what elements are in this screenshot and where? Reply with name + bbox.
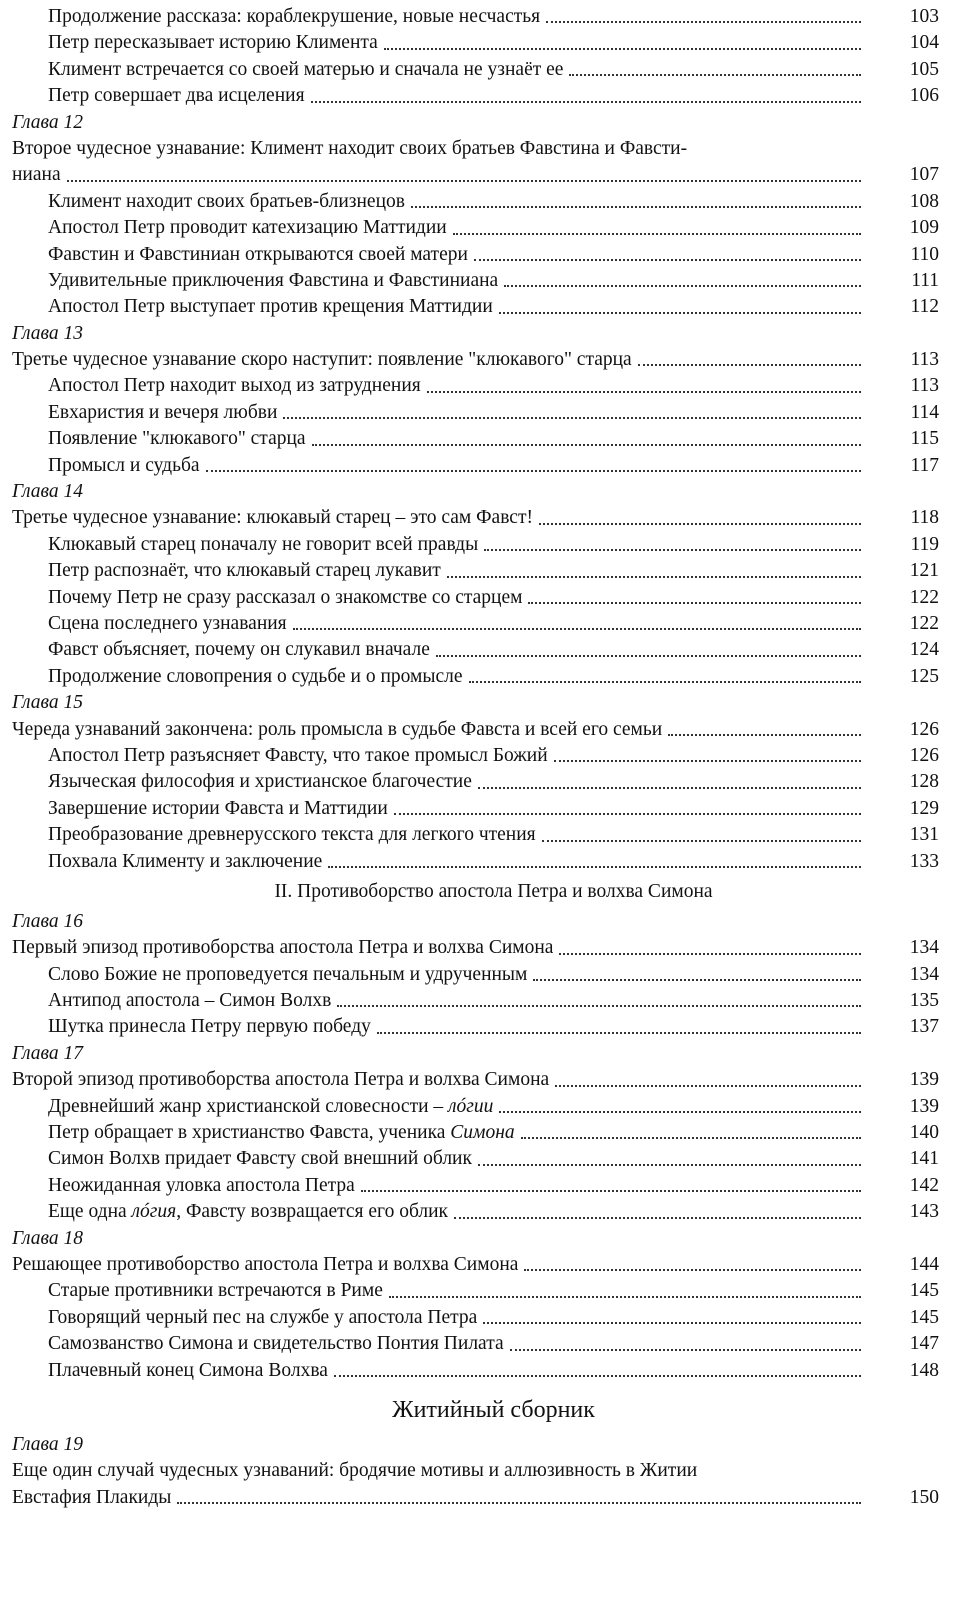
- entry-title: Петр пересказывает историю Климента: [48, 32, 378, 54]
- entry-title: Сцена последнего узнавания: [48, 612, 287, 634]
- leader-dots: [389, 1296, 861, 1298]
- toc-entry: [0, 664, 967, 690]
- leader-dots: [499, 312, 861, 314]
- toc-entry: [0, 796, 967, 822]
- entry-title: Самозванство Симона и свидетельство Понтия Пилата: [48, 1333, 504, 1355]
- leader-dots: [474, 259, 861, 261]
- entry-title: Еще один случай чудесных узнаваний: бродячие мотивы и аллюзивность в Житии: [12, 1460, 698, 1482]
- leader-dots: [328, 866, 861, 868]
- toc-entry: [0, 1358, 967, 1384]
- part-title: Житийный сборник: [392, 1396, 595, 1423]
- entry-title-part: Еще одна: [48, 1201, 132, 1223]
- leader-dots: [478, 787, 861, 789]
- page-number: 139: [909, 1095, 939, 1117]
- page-number: 148: [909, 1359, 939, 1381]
- page-number: 121: [909, 560, 939, 582]
- leader-dots: [499, 1111, 861, 1113]
- page-number: 126: [909, 718, 939, 740]
- toc-entry: [0, 4, 967, 30]
- page-number: 105: [909, 58, 939, 80]
- toc-entry: [0, 962, 967, 988]
- toc-entry: [0, 1146, 967, 1172]
- page-number: 107: [909, 164, 939, 186]
- entry-title: [48, 1094, 493, 1120]
- toc-entry: [0, 1173, 967, 1199]
- chapter-heading: Глава 14: [12, 481, 84, 503]
- toc-entry: [0, 849, 967, 875]
- leader-dots: [411, 206, 861, 208]
- toc-entry: [0, 988, 967, 1014]
- entry-title-part: , Фавсту возвращается его облик: [176, 1201, 449, 1223]
- entry-title: Апостол Петр выступает против крещения Маттидии: [48, 296, 493, 318]
- page-number: 108: [909, 190, 939, 212]
- leader-dots: [559, 953, 861, 955]
- toc-main-entry: [0, 347, 967, 373]
- entry-title: Неожиданная уловка апостола Петра: [48, 1174, 355, 1196]
- entry-title: Слово Божие не проповедуется печальным и удрученным: [48, 963, 528, 985]
- page-number: 119: [910, 533, 939, 555]
- leader-dots: [528, 602, 861, 604]
- toc-entry: [0, 400, 967, 426]
- entry-title: Клюкавый старец поначалу не говорит всей правды: [48, 533, 479, 555]
- entry-title: Евхаристия и вечеря любви: [48, 401, 278, 423]
- leader-dots: [533, 979, 861, 981]
- toc-entry: [0, 743, 967, 769]
- entry-title-part: Древнейший жанр христианской словесности –: [48, 1095, 449, 1117]
- leader-dots: [484, 549, 861, 551]
- page-number: 103: [909, 6, 939, 27]
- entry-title: Завершение истории Фавста и Маттидии: [48, 797, 388, 819]
- toc-entry: [0, 611, 967, 637]
- entry-title: Решающее противоборство апостола Петра и волхва Симона: [12, 1253, 519, 1275]
- leader-dots: [504, 285, 861, 287]
- chapter-heading: Глава 15: [12, 692, 84, 714]
- entry-title: Третье чудесное узнавание: клюкавый старец – это сам Фавст!: [12, 507, 533, 529]
- entry-title: Продолжение словопрения о судьбе и о промысле: [48, 665, 463, 687]
- entry-title: Череда узнаваний закончена: роль промысла в судьбе Фавста и всей его семьи: [12, 718, 663, 740]
- leader-dots: [447, 576, 861, 578]
- toc-entry: [0, 585, 967, 611]
- entry-title: Почему Петр не сразу рассказал о знакомстве со старцем: [48, 586, 523, 608]
- page-number: 142: [909, 1174, 939, 1196]
- page-number: 111: [911, 269, 939, 291]
- chapter-heading: Глава 17: [12, 1042, 84, 1064]
- leader-dots: [334, 1375, 861, 1377]
- leader-dots: [569, 74, 861, 76]
- page-number: 109: [909, 217, 939, 239]
- entry-title: Климент находит своих братьев-близнецов: [48, 190, 405, 212]
- entry-title: Петр распознаёт, что клюкавый старец лукавит: [48, 560, 441, 582]
- leader-dots: [638, 364, 861, 366]
- page-number: 137: [909, 1016, 939, 1038]
- page-number: 126: [909, 744, 939, 766]
- entry-title: [48, 1199, 448, 1225]
- page-number: 145: [909, 1280, 939, 1302]
- entry-title: Второй эпизод противоборства апостола Петра и волхва Симона: [12, 1069, 550, 1091]
- leader-dots: [293, 628, 861, 630]
- page-number: 140: [909, 1122, 939, 1144]
- leader-dots: [469, 681, 862, 683]
- page-number: 129: [909, 797, 939, 819]
- toc-entry: [0, 1094, 967, 1120]
- toc-main-entry: [0, 1067, 967, 1093]
- leader-dots: [377, 1032, 861, 1034]
- chapter-heading: Глава 12: [12, 111, 84, 133]
- page-number: 113: [910, 375, 939, 397]
- leader-dots: [206, 470, 861, 472]
- entry-title: Апостол Петр находит выход из затруднения: [48, 375, 421, 397]
- page-number: 125: [909, 665, 939, 687]
- toc-entry: [0, 1278, 967, 1304]
- page-number: 122: [909, 586, 939, 608]
- entry-title: Старые противники встречаются в Риме: [48, 1280, 383, 1302]
- entry-title: Преобразование древнерусского текста для легкого чтения: [48, 824, 536, 846]
- chapter-heading: Глава 19: [12, 1433, 84, 1455]
- page-number: 144: [909, 1253, 939, 1275]
- leader-dots: [546, 21, 861, 23]
- toc-entry: [0, 294, 967, 320]
- toc-entry: [0, 215, 967, 241]
- entry-title: Фавст объясняет, почему он слукавил вначале: [48, 639, 430, 661]
- toc-main-entry: [0, 162, 967, 188]
- page-number: 143: [909, 1201, 939, 1223]
- page-number: 117: [910, 454, 939, 476]
- entry-title: Симон Волхв придает Фавсту свой внешний облик: [48, 1148, 472, 1170]
- toc-main-entry-line1: [0, 1458, 967, 1484]
- toc-main-entry: [0, 505, 967, 531]
- chapter-heading: Глава 18: [12, 1227, 84, 1249]
- page-number: 106: [909, 85, 939, 107]
- toc-entry: [0, 426, 967, 452]
- leader-dots: [453, 233, 861, 235]
- page-number: 115: [910, 428, 939, 450]
- leader-dots: [668, 734, 861, 736]
- page-number: 134: [909, 937, 939, 959]
- leader-dots: [177, 1502, 861, 1504]
- page-number: 113: [910, 349, 939, 371]
- leader-dots: [521, 1137, 861, 1139]
- entry-title: Удивительные приключения Фавстина и Фавстиниана: [48, 269, 499, 291]
- leader-dots: [483, 1322, 861, 1324]
- toc-main-entry-line1: [0, 136, 967, 162]
- entry-title: Похвала Клименту и заключение: [48, 850, 323, 872]
- leader-dots: [524, 1269, 861, 1271]
- entry-title: Первый эпизод противоборства апостола Петра и волхва Симона: [12, 937, 554, 959]
- section-title: II. Противоборство апостола Петра и волхва Симона: [274, 880, 713, 902]
- toc-entry: [0, 1199, 967, 1225]
- entry-title: ниана: [12, 164, 61, 186]
- leader-dots: [394, 813, 861, 815]
- toc-entry: [0, 30, 967, 56]
- toc-entry: [0, 373, 967, 399]
- toc-main-entry: [0, 935, 967, 961]
- entry-title: Говорящий черный пес на службе у апостола Петра: [48, 1306, 478, 1328]
- entry-title-italic: Симона: [450, 1122, 515, 1144]
- leader-dots: [311, 101, 861, 103]
- toc-entry: [0, 57, 967, 83]
- page-number: 124: [909, 639, 939, 661]
- toc-main-entry: [0, 717, 967, 743]
- toc-entry: [0, 1120, 967, 1146]
- leader-dots: [312, 444, 861, 446]
- leader-dots: [384, 48, 861, 50]
- page-number: 112: [910, 296, 939, 318]
- leader-dots: [555, 1085, 861, 1087]
- toc-entry: [0, 83, 967, 109]
- toc-entry: [0, 769, 967, 795]
- leader-dots: [542, 840, 861, 842]
- entry-title: Шутка принесла Петру первую победу: [48, 1016, 371, 1038]
- toc-main-entry: [0, 1252, 967, 1278]
- leader-dots: [539, 523, 861, 525]
- page-number: 128: [909, 771, 939, 793]
- entry-title: Промысл и судьба: [48, 454, 200, 476]
- page-number: 133: [909, 850, 939, 872]
- entry-title: Третье чудесное узнавание скоро наступит: появление "клюкавого" старца: [12, 349, 632, 371]
- toc-entry: [0, 532, 967, 558]
- leader-dots: [283, 417, 861, 419]
- entry-title: Продолжение рассказа: кораблекрушение, новые несчастья: [48, 6, 541, 27]
- toc-entry: [0, 242, 967, 268]
- leader-dots: [427, 391, 861, 393]
- page-number: 104: [909, 32, 939, 54]
- toc-entry: [0, 558, 967, 584]
- page-number: 135: [909, 990, 939, 1012]
- page-number: 114: [910, 401, 939, 423]
- leader-dots: [554, 760, 861, 762]
- leader-dots: [361, 1190, 861, 1192]
- leader-dots: [510, 1349, 861, 1351]
- entry-title-italic: лóгия: [131, 1201, 177, 1223]
- toc-entry: [0, 822, 967, 848]
- entry-title: Второе чудесное узнавание: Климент находит своих братьев Фавстина и Фавсти-: [12, 137, 688, 159]
- page-number: 131: [909, 824, 939, 846]
- toc-entry: [0, 453, 967, 479]
- toc-entry: [0, 1014, 967, 1040]
- entry-title: Климент встречается со своей матерью и сначала не узнаёт ее: [48, 58, 564, 80]
- page-number: 122: [909, 612, 939, 634]
- page-number: 118: [910, 507, 939, 529]
- entry-title: Языческая философия и христианское благочестие: [48, 771, 472, 793]
- page-number: 150: [909, 1486, 939, 1508]
- page-number: 147: [909, 1333, 939, 1355]
- leader-dots: [478, 1164, 861, 1166]
- entry-title: [48, 1120, 515, 1146]
- entry-title: Появление "клюкавого" старца: [48, 428, 306, 450]
- entry-title: Петр совершает два исцеления: [48, 85, 305, 107]
- leader-dots: [454, 1217, 861, 1219]
- toc-entry: [0, 637, 967, 663]
- leader-dots: [67, 180, 861, 182]
- entry-title: Апостол Петр проводит катехизацию Маттидии: [48, 217, 447, 239]
- leader-dots: [337, 1005, 861, 1007]
- page-number: 145: [909, 1306, 939, 1328]
- page-number: 134: [909, 963, 939, 985]
- toc-main-entry: [0, 1485, 967, 1511]
- toc-entry: [0, 1305, 967, 1331]
- entry-title: Евстафия Плакиды: [12, 1486, 172, 1508]
- page-number: 141: [909, 1148, 939, 1170]
- toc-entry: [0, 268, 967, 294]
- entry-title: Антипод апостола – Симон Волхв: [48, 990, 332, 1012]
- chapter-heading: Глава 13: [12, 322, 84, 344]
- toc-entry: [0, 1331, 967, 1357]
- entry-title: Апостол Петр разъясняет Фавсту, что такое промысл Божий: [48, 744, 548, 766]
- page-number: 139: [909, 1069, 939, 1091]
- entry-title: Плачевный конец Симона Волхва: [48, 1359, 328, 1381]
- entry-title-part: Петр обращает в христианство Фавста, ученика: [48, 1122, 451, 1144]
- entry-title: Фавстин и Фавстиниан открываются своей матери: [48, 243, 468, 265]
- page-number: 110: [910, 243, 939, 265]
- toc-entry: [0, 189, 967, 215]
- chapter-heading: Глава 16: [12, 910, 84, 932]
- leader-dots: [436, 655, 861, 657]
- entry-title-italic: лóгии: [448, 1095, 494, 1117]
